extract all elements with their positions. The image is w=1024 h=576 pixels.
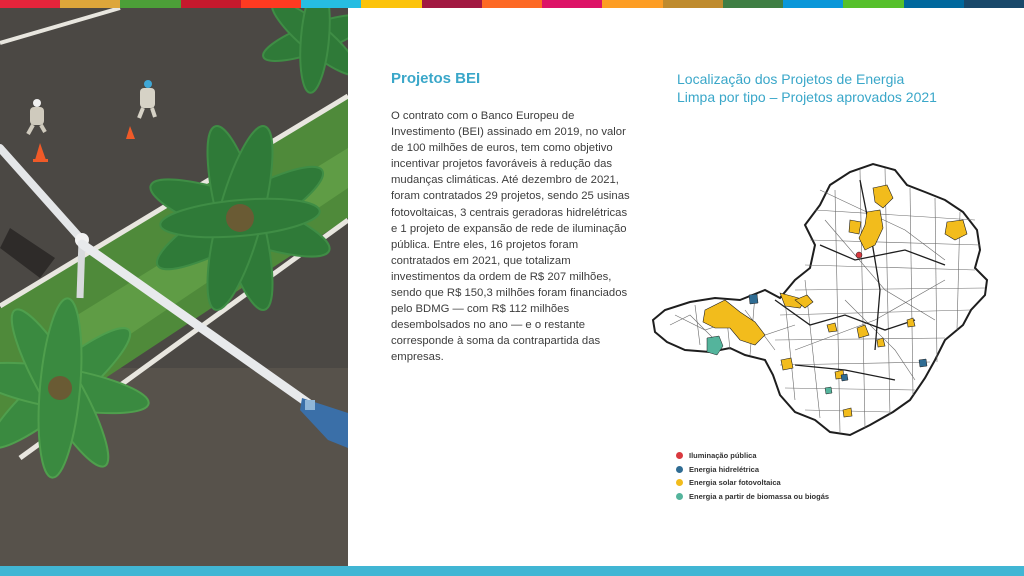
legend-label: Energia a partir de biomassa ou biogás [689, 491, 830, 501]
legend-item-hidreletrica [676, 463, 829, 476]
sdg-color-segment [241, 0, 301, 8]
state-outline [653, 164, 987, 435]
legend-label: Energia solar fotovoltaica [689, 478, 781, 487]
legend-item-solar [676, 476, 829, 489]
sdg-color-strip [0, 0, 1024, 8]
legend-label: Iluminação pública [689, 451, 757, 460]
legend-dot-icon [676, 493, 683, 500]
sdg-color-segment [602, 0, 662, 8]
legend-item-iluminacao [676, 449, 829, 462]
section-title: Projetos BEI [391, 70, 481, 87]
map-legend [676, 449, 829, 503]
aerial-photo [0, 8, 348, 566]
sdg-color-segment [482, 0, 542, 8]
legend-dot-icon [676, 479, 683, 486]
legend-item-biomassa [676, 490, 829, 503]
legend-dot-icon [676, 452, 683, 459]
sdg-color-segment [301, 0, 361, 8]
sdg-color-segment [904, 0, 964, 8]
sdg-color-segment [361, 0, 421, 8]
sdg-color-segment [843, 0, 903, 8]
sdg-color-segment [663, 0, 723, 8]
legend-dot-icon [676, 466, 683, 473]
sdg-color-segment [181, 0, 241, 8]
sdg-color-segment [422, 0, 482, 8]
bottom-bar [0, 566, 1024, 576]
sdg-color-segment [783, 0, 843, 8]
state-map [645, 150, 1005, 440]
sdg-color-segment [120, 0, 180, 8]
sdg-color-segment [964, 0, 1024, 8]
sdg-color-segment [542, 0, 602, 8]
legend-label: Energia hidrelétrica [689, 464, 760, 474]
sdg-color-segment [723, 0, 783, 8]
sdg-color-segment [0, 0, 60, 8]
sdg-color-segment [60, 0, 120, 8]
map-title: Localização dos Projetos de Energia Limpa por tipo – Projetos aprovados 2021 [677, 71, 937, 105]
body-paragraph: O contrato com o Banco Europeu de Investimento (BEI) assinado em 2019, no valor de 100 milhões de euros, tem como objetivo incentivar projetos favoráveis à redução das mudanças climáticas. Até dezembro de 2021, foram contratados 29 projetos, sendo 25 usinas fotovoltaicas, 3 centrais geradoras hidrelétricas e 1 projeto de expansão de rede de iluminação pública. Entre eles, 16 projetos foram contratados em 2021, que totalizam investimentos da ordem de R$ 207 milhões, sendo que R$ 150,3 milhões foram financiados pelo BDMG — com R$ 112 milhões desembolsados no ano — e o restante corresponde à soma da contrapartida das empresas. [391, 110, 630, 364]
